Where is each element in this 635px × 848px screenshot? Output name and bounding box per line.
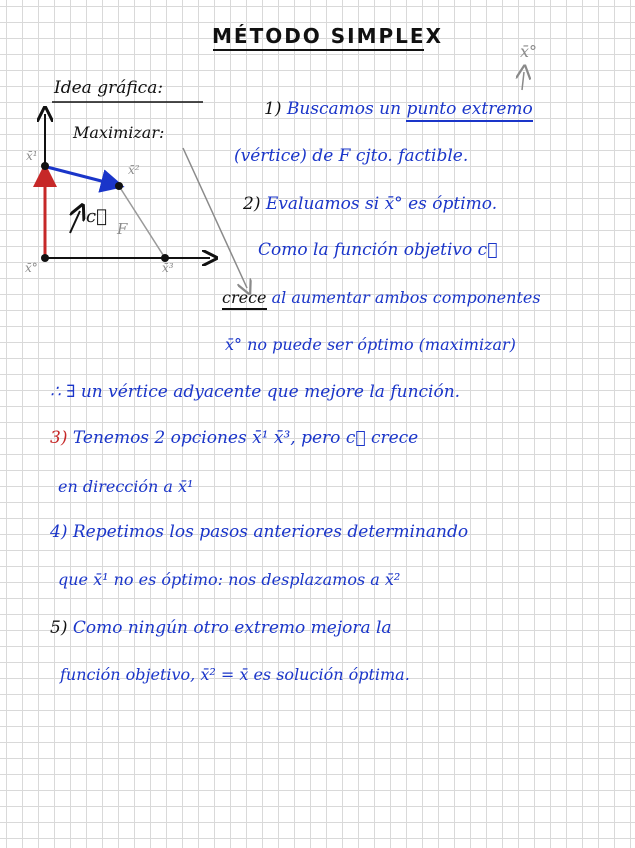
step-number: 3) [50,428,68,448]
page-title: MÉTODO SIMPLEX [212,24,444,48]
graph-label-x0: x̄° [25,261,38,275]
c-vector-arrow [70,211,80,233]
step-4-line [50,524,468,541]
graph-label-x2: x̄² [128,163,140,177]
step-number: 4) [50,522,68,542]
line-solucion-optima: función objetivo, x̄² = x̄ es solución óptima. [60,665,410,684]
crece-underlined: crece [222,288,267,310]
step-number: 1) [264,99,282,119]
step-number: 5) [50,618,68,638]
vertex-x2 [115,182,123,190]
line-text: al aumentar ambos componentes [271,288,541,307]
blue-path-arrow [47,167,113,184]
graph-label-c: c⃗ [86,206,107,227]
line-text: Como ningún otro extremo mejora la [72,618,392,638]
vertex-x1 [41,162,49,170]
step-5-line [50,620,392,637]
x0-pointer-arrow [522,72,524,90]
annotation-arrow [183,148,247,288]
graph-label-x1: x̄¹ [26,149,38,163]
step-1-line [264,101,533,118]
step-number: 2) [243,194,261,214]
line-direccion: en dirección a x̄¹ [58,477,194,496]
line-funcion-objetivo: Como la función objetivo c⃗ [258,240,498,260]
graph-label-x3: x̄³ [162,261,174,275]
vertex-x0 [41,254,49,262]
step-3-line [50,430,418,447]
line-no-optimo: x̄° no puede ser óptimo (maximizar) [225,335,516,354]
line-text: Repetimos los pasos anteriores determinando [72,522,469,542]
line-vertice: (vértice) de F cjto. factible. [234,146,469,166]
punto-extremo-underlined: punto extremo [406,99,532,122]
line-text: Buscamos un [286,99,402,119]
maximizar-label: Maximizar: [73,123,165,142]
line-text: Evaluamos si x̄° es óptimo. [265,194,498,214]
line-crece [222,290,541,306]
line-vertice-adyacente: ∴ ∃ un vértice adyacente que mejore la función. [50,382,461,402]
step-2-line [243,196,497,213]
heading-idea-grafica: Idea gráfica: [54,78,164,98]
line-desplazamos: que x̄¹ no es óptimo: nos desplazamos a x̄² [58,570,401,589]
line-text: Tenemos 2 opciones x̄¹ x̄³, pero c⃗ crece [72,428,419,448]
x0-top-label: x̄° [520,42,538,61]
graph-label-feasible: F [117,220,128,238]
